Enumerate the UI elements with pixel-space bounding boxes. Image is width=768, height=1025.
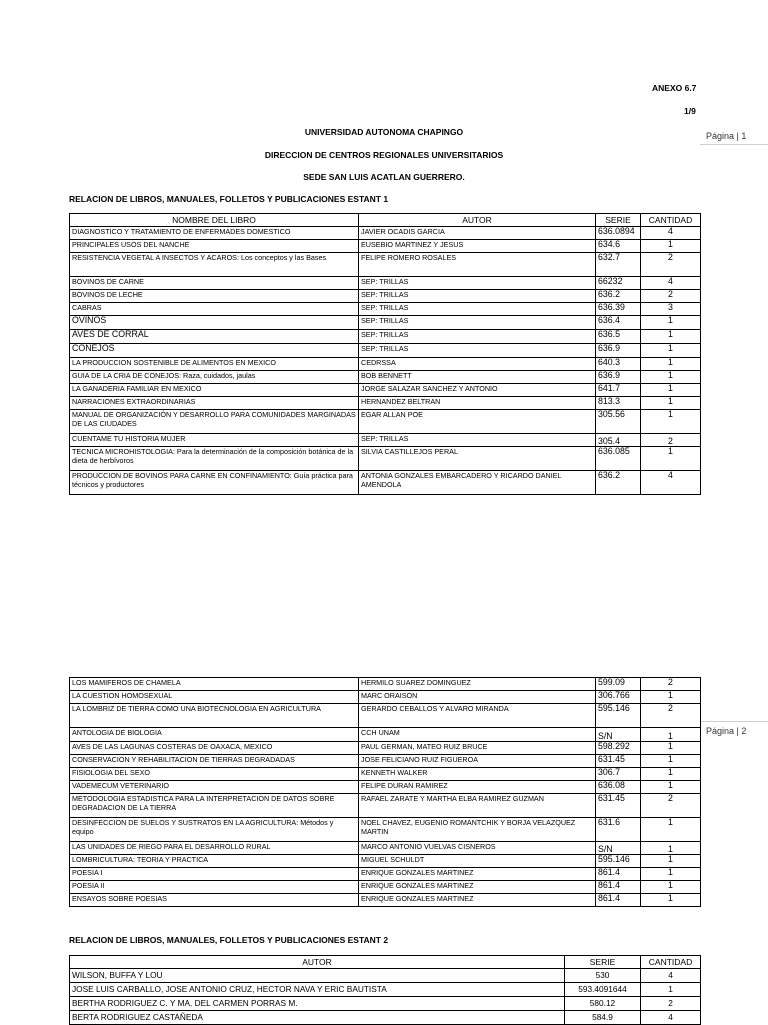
book-name: PRODUCCION DE BOVINOS PARA CARNE EN CONFINAMIENTO: Guía práctica para técnicos y productores — [70, 471, 359, 495]
table-row — [70, 330, 701, 344]
book-author: SEP: TRILLAS — [359, 434, 596, 447]
header-book-name: NOMBRE DEL LIBRO — [70, 214, 359, 227]
table-row — [70, 728, 701, 742]
header-author: AUTOR — [359, 214, 596, 227]
book-quantity: 1 — [641, 410, 701, 434]
book-name: POESIA II — [70, 881, 359, 894]
book-series: 636.2 — [596, 290, 641, 303]
book-author: KENNETH WALKER — [359, 768, 596, 781]
book-quantity: 1 — [641, 781, 701, 794]
book-series: 636.085 — [596, 447, 641, 471]
book-name: CONEJOS — [70, 344, 359, 358]
book-series: 640.3 — [596, 358, 641, 371]
book-quantity: 3 — [641, 303, 701, 316]
table-row — [70, 371, 701, 384]
book-series: 584.9 — [565, 1011, 641, 1025]
book-author: BERTHA RODRIGUEZ C. Y MA. DEL CARMEN PORRAS M. — [70, 997, 565, 1011]
book-name: GUIA DE LA CRIA DE CONEJOS: Raza, cuidados, jaulas — [70, 371, 359, 384]
book-quantity: 1 — [641, 768, 701, 781]
book-name: DESINFECCION DE SUELOS Y SUSTRATOS EN LA AGRICULTURA: Métodos y equipo — [70, 818, 359, 842]
book-quantity: 1 — [641, 983, 701, 997]
book-author: ENRIQUE GONZALES MARTINEZ — [359, 881, 596, 894]
book-quantity: 1 — [641, 316, 701, 330]
page-fraction: 1/9 — [684, 106, 696, 116]
table-row — [70, 842, 701, 855]
book-series: 632.7 — [596, 253, 641, 277]
book-series: 305.56 — [596, 410, 641, 434]
table-row — [70, 397, 701, 410]
book-author: JAVIER OCADIS GARCIA — [359, 227, 596, 240]
table-row — [70, 781, 701, 794]
table-row — [70, 997, 701, 1011]
table-row — [70, 742, 701, 755]
book-series: 530 — [565, 969, 641, 983]
book-series: 861.4 — [596, 894, 641, 907]
book-quantity: 2 — [641, 794, 701, 818]
table-row — [70, 969, 701, 983]
book-author: SILVIA CASTILLEJOS PERAL — [359, 447, 596, 471]
book-series: 631.6 — [596, 818, 641, 842]
book-name: OVINOS — [70, 316, 359, 330]
book-name: LAS UNIDADES DE RIEGO PARA EL DESARROLLO RURAL — [70, 842, 359, 855]
book-author: BOB BENNETT — [359, 371, 596, 384]
book-author: MIGUEL SCHULDT — [359, 855, 596, 868]
book-series: 305.4 — [596, 434, 641, 447]
table-row — [70, 447, 701, 471]
table-row — [70, 868, 701, 881]
page-label-rule-1 — [700, 144, 768, 145]
book-quantity: 1 — [641, 742, 701, 755]
book-author: GERARDO CEBALLOS Y ALVARO MIRANDA — [359, 704, 596, 728]
books-table-estant-1-continued — [69, 677, 701, 907]
book-quantity: 1 — [641, 868, 701, 881]
book-quantity: 4 — [641, 1011, 701, 1025]
book-quantity: 1 — [641, 728, 701, 742]
book-series: 306.766 — [596, 691, 641, 704]
book-author: NOEL CHAVEZ, EUGENIO ROMANTCHIK Y BORJA VELAZQUEZ MARTIN — [359, 818, 596, 842]
table-row — [70, 227, 701, 240]
book-quantity: 4 — [641, 227, 701, 240]
table-row — [70, 316, 701, 330]
book-series: 66232 — [596, 277, 641, 290]
table-row — [70, 768, 701, 781]
book-quantity: 2 — [641, 290, 701, 303]
book-author: MARC ORAISON — [359, 691, 596, 704]
section1-title: RELACION DE LIBROS, MANUALES, FOLLETOS Y PUBLICACIONES ESTANT 1 — [69, 194, 389, 204]
book-quantity: 1 — [641, 358, 701, 371]
book-quantity: 4 — [641, 471, 701, 495]
book-author: BERTA RODRIGUEZ CASTAÑEDA — [70, 1011, 565, 1025]
book-quantity: 1 — [641, 755, 701, 768]
book-author: MARCO ANTONIO VUELVAS CISNEROS — [359, 842, 596, 855]
book-series: S/N — [596, 728, 641, 742]
book-quantity: 1 — [641, 240, 701, 253]
book-series: 636.9 — [596, 371, 641, 384]
book-name: NARRACIONES EXTRAORDINARIAS — [70, 397, 359, 410]
book-series: 595.146 — [596, 704, 641, 728]
book-name: BOVINOS DE LECHE — [70, 290, 359, 303]
table-row — [70, 983, 701, 997]
book-name: TECNICA MICROHISTOLOGIA: Para la determinación de la composición botánica de la dieta de herbívoros — [70, 447, 359, 471]
book-name: LA GANADERIA FAMILIAR EN MEXICO — [70, 384, 359, 397]
book-series: 631.45 — [596, 794, 641, 818]
book-author: EGAR ALLAN POE — [359, 410, 596, 434]
book-quantity: 2 — [641, 704, 701, 728]
book-author: JOSE FELICIANO RUIZ FIGUEROA — [359, 755, 596, 768]
book-quantity: 1 — [641, 842, 701, 855]
book-series: 631.45 — [596, 755, 641, 768]
book-series: 636.08 — [596, 781, 641, 794]
book-series: 598.292 — [596, 742, 641, 755]
table-row — [70, 290, 701, 303]
book-name: BOVINOS DE CARNE — [70, 277, 359, 290]
book-quantity: 1 — [641, 881, 701, 894]
table-row — [70, 277, 701, 290]
table-row — [70, 881, 701, 894]
page-label-rule-2 — [700, 721, 768, 722]
header-quantity: CANTIDAD — [641, 214, 701, 227]
book-quantity: 1 — [641, 330, 701, 344]
book-quantity: 1 — [641, 384, 701, 397]
book-series: 813.3 — [596, 397, 641, 410]
book-quantity: 1 — [641, 344, 701, 358]
books-table-estant-2 — [69, 955, 701, 1025]
table-row — [70, 691, 701, 704]
header-series: SERIE — [596, 214, 641, 227]
book-quantity: 1 — [641, 397, 701, 410]
book-series: 636.5 — [596, 330, 641, 344]
book-series: 636.0894 — [596, 227, 641, 240]
book-author: HERNANDEZ BELTRAN — [359, 397, 596, 410]
book-name: CONSERVACION Y REHABILITACION DE TIERRAS DEGRADADAS — [70, 755, 359, 768]
book-name: VADEMECUM VETERINARIO — [70, 781, 359, 794]
book-name: CUENTAME TU HISTORIA MUJER — [70, 434, 359, 447]
book-author: JORGE SALAZAR SANCHEZ Y ANTONIO — [359, 384, 596, 397]
table-row — [70, 471, 701, 495]
table-row — [70, 818, 701, 842]
table-row — [70, 384, 701, 397]
book-name: LA PRODUCCION SOSTENIBLE DE ALIMENTOS EN MEXICO — [70, 358, 359, 371]
book-quantity: 2 — [641, 253, 701, 277]
table-row — [70, 253, 701, 277]
book-name: LOMBRICULTURA: TEORIA Y PRACTICA — [70, 855, 359, 868]
book-name: MANUAL DE ORGANIZACIÓN Y DESARROLLO PARA COMUNIDADES MARGINADAS DE LAS CIUDADES — [70, 410, 359, 434]
book-quantity: 2 — [641, 997, 701, 1011]
book-series: 636.9 — [596, 344, 641, 358]
book-quantity: 2 — [641, 678, 701, 691]
table-row — [70, 410, 701, 434]
header-author: AUTOR — [70, 956, 565, 969]
book-series: 306.7 — [596, 768, 641, 781]
book-author: SEP: TRILLAS — [359, 344, 596, 358]
book-quantity: 1 — [641, 818, 701, 842]
book-series: 636.2 — [596, 471, 641, 495]
book-author: SEP: TRILLAS — [359, 316, 596, 330]
book-series: 636.39 — [596, 303, 641, 316]
book-series: 599.09 — [596, 678, 641, 691]
book-name: LA CUESTION HOMOSEXUAL — [70, 691, 359, 704]
book-author: SEP: TRILLAS — [359, 303, 596, 316]
book-author: CEDRSSA — [359, 358, 596, 371]
book-series: S/N — [596, 842, 641, 855]
book-author: PAUL GERMAN, MATEO RUIZ BRUCE — [359, 742, 596, 755]
table-row — [70, 855, 701, 868]
table-row — [70, 678, 701, 691]
direction-title: DIRECCION DE CENTROS REGIONALES UNIVERSITARIOS — [264, 150, 504, 160]
book-series: 580.12 — [565, 997, 641, 1011]
table-row — [70, 358, 701, 371]
books-table-estant-1 — [69, 213, 701, 495]
header-series: SERIE — [565, 956, 641, 969]
book-name: METODOLOGIA ESTADISTICA PARA LA INTERPRETACION DE DATOS SOBRE DEGRADACION DE LA TIERRA — [70, 794, 359, 818]
book-author: ENRIQUE GONZALES MARTINEZ — [359, 868, 596, 881]
book-author: RAFAEL ZARATE Y MARTHA ELBA RAMIREZ GUZMAN — [359, 794, 596, 818]
book-name: DIAGNOSTICO Y TRATAMIENTO DE ENFERMADES DOMESTICO — [70, 227, 359, 240]
header-quantity: CANTIDAD — [641, 956, 701, 969]
book-series: 861.4 — [596, 868, 641, 881]
table-row — [70, 704, 701, 728]
table-row — [70, 344, 701, 358]
book-series: 641.7 — [596, 384, 641, 397]
book-name: FISIOLOGIA DEL SEXO — [70, 768, 359, 781]
university-title: UNIVERSIDAD AUTONOMA CHAPINGO — [304, 127, 464, 137]
book-quantity: 1 — [641, 855, 701, 868]
book-quantity: 4 — [641, 277, 701, 290]
book-series: 593.4091644 — [565, 983, 641, 997]
table-row — [70, 794, 701, 818]
table-row — [70, 303, 701, 316]
book-quantity: 1 — [641, 371, 701, 384]
book-author: ANTONIA GONZALES EMBARCADERO Y RICARDO DANIEL AMENDOLA — [359, 471, 596, 495]
book-author: SEP: TRILLAS — [359, 290, 596, 303]
book-name: POESIA I — [70, 868, 359, 881]
book-name: PRINCIPALES USOS DEL NANCHE — [70, 240, 359, 253]
book-author: HERMILO SUAREZ DOMINGUEZ — [359, 678, 596, 691]
table-row — [70, 240, 701, 253]
book-series: 861.4 — [596, 881, 641, 894]
book-author: WILSON, BUFFA Y LOU — [70, 969, 565, 983]
table-row — [70, 894, 701, 907]
table-row — [70, 755, 701, 768]
book-author: FELIPE ROMERO ROSALES — [359, 253, 596, 277]
book-name: AVES DE LAS LAGUNAS COSTERAS DE OAXACA, MEXICO — [70, 742, 359, 755]
book-name: LOS MAMIFEROS DE CHAMELA — [70, 678, 359, 691]
table-row — [70, 434, 701, 447]
book-quantity: 1 — [641, 894, 701, 907]
book-name: AVES DE CORRAL — [70, 330, 359, 344]
book-name: LA LOMBRIZ DE TIERRA COMO UNA BIOTECNOLOGIA EN AGRICULTURA — [70, 704, 359, 728]
book-name: ENSAYOS SOBRE POESIAS — [70, 894, 359, 907]
book-series: 634.6 — [596, 240, 641, 253]
page-label-2: Página | 2 — [706, 726, 747, 736]
section2-title: RELACION DE LIBROS, MANUALES, FOLLETOS Y PUBLICACIONES ESTANT 2 — [69, 935, 389, 945]
book-quantity: 1 — [641, 447, 701, 471]
book-name: ANTOLOGIA DE BIOLOGIA — [70, 728, 359, 742]
book-author: SEP: TRILLAS — [359, 277, 596, 290]
book-author: SEP: TRILLAS — [359, 330, 596, 344]
book-author: EUSEBIO MARTINEZ Y JESUS — [359, 240, 596, 253]
book-author: CCH UNAM — [359, 728, 596, 742]
table-row — [70, 1011, 701, 1025]
book-author: FELIPE DURAN RAMIREZ — [359, 781, 596, 794]
book-author: JOSE LUIS CARBALLO, JOSE ANTONIO CRUZ, HECTOR NAVA Y ERIC BAUTISTA — [70, 983, 565, 997]
book-name: RESISTENCIA VEGETAL A INSECTOS Y ACAROS: Los conceptos y las Bases — [70, 253, 359, 277]
annex-label: ANEXO 6.7 — [652, 83, 697, 93]
book-series: 636.4 — [596, 316, 641, 330]
book-series: 595.146 — [596, 855, 641, 868]
book-author: ENRIQUE GONZALES MARTINEZ — [359, 894, 596, 907]
book-quantity: 2 — [641, 434, 701, 447]
book-quantity: 4 — [641, 969, 701, 983]
page-label-1: Página | 1 — [706, 131, 747, 141]
sede-title: SEDE SAN LUIS ACATLAN GUERRERO. — [303, 172, 465, 182]
book-name: CABRAS — [70, 303, 359, 316]
book-quantity: 1 — [641, 691, 701, 704]
